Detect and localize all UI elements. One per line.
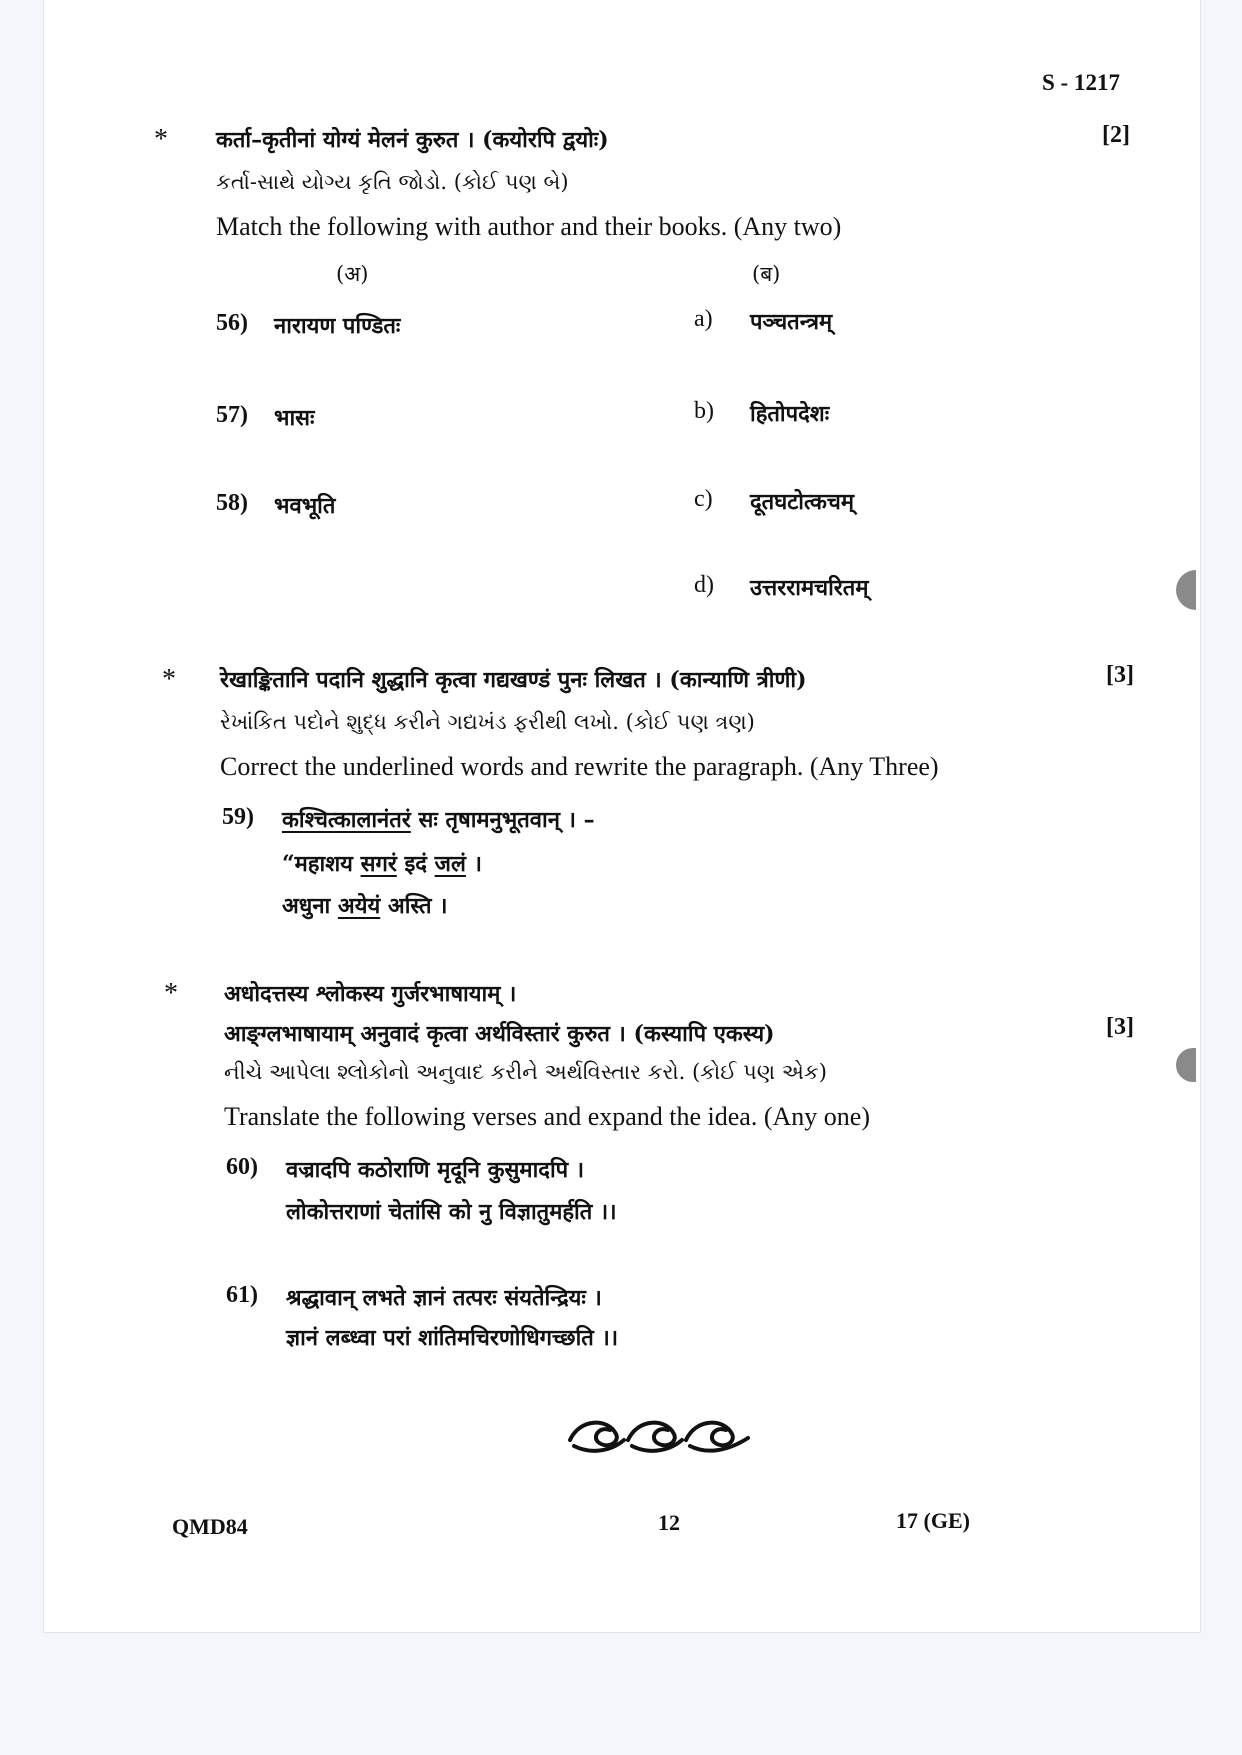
author-item: भवभूति (274, 493, 336, 519)
end-ornament-icon (564, 1410, 754, 1458)
underlined-word: अयेयं (337, 893, 381, 919)
page-number: 12 (658, 1510, 680, 1535)
question-number: 57) (216, 402, 248, 428)
verse-line: वज्रादपि कठोराणि मृदूनि कुसुमादपि । (286, 1157, 585, 1183)
book-option: हितोपदेशः (750, 401, 830, 427)
author-item: नारायण पण्डितः (274, 313, 401, 339)
instruction-sanskrit-line-1: अधोदत्तस्य श्लोकस्य गुर्जरभाषायाम् । (224, 981, 517, 1007)
underlined-word: सगरं (360, 851, 397, 877)
passage-text: । (465, 851, 482, 877)
passage-text: सः तृषामनुभूतवान् । – (410, 807, 595, 833)
footer-version: 17 (GE) (896, 1508, 970, 1533)
passage-text: अधुना (282, 893, 338, 919)
column-b-header: (ब) (752, 262, 781, 286)
book-option: उत्तररामचरितम् (750, 575, 869, 601)
question-number: 59) (222, 804, 254, 830)
passage-text: “महाशय (282, 851, 361, 877)
instruction-english: Translate the following verses and expand the idea. (Any one) (224, 1102, 870, 1131)
option-label: b) (694, 398, 714, 424)
marks-badge: [3] (1106, 1014, 1134, 1040)
passage-line-3 (282, 890, 448, 920)
question-number: 60) (226, 1154, 258, 1180)
book-option: पञ्चतन्त्रम् (750, 309, 833, 335)
instruction-sanskrit: कर्ता–कृतीनां योग्यं मेलनं कुरुत । (कयोरपि द्वयोः) (216, 127, 609, 153)
underlined-word: कश्चित्कालानंतरं (282, 807, 411, 833)
marks-badge: [2] (1102, 122, 1130, 148)
question-number: 56) (216, 310, 248, 336)
option-label: a) (694, 306, 713, 332)
verse-line: ज्ञानं लब्ध्वा परां शांतिमचिरणोधिगच्छति ।। (286, 1325, 619, 1351)
instruction-gujarati: નીચે આપેલા શ્લોકોનો અનુવાદ કરીને અર્થવિસ્તાર કરો. (કોઈ પણ એક) (224, 1060, 827, 1084)
instruction-sanskrit-line-2: आङ्ग्लभाषायाम् अनुवादं कृत्वा अर्थविस्तारं कुरुत । (कस्यापि एकस्य) (224, 1021, 775, 1047)
verse-line: लोकोत्तराणां चेतांसि को नु विज्ञातुमर्हति ।। (286, 1199, 617, 1225)
instruction-english: Correct the underlined words and rewrite the paragraph. (Any Three) (220, 752, 939, 781)
passage-text: अस्ति । (380, 893, 448, 919)
instruction-english: Match the following with author and their books. (Any two) (216, 212, 842, 241)
paper-code: S - 1217 (1042, 70, 1120, 95)
option-label: c) (694, 486, 713, 512)
question-star: * (154, 124, 168, 155)
passage-line-2 (282, 848, 482, 878)
instruction-gujarati: રેખાંકિત પદોને શુદ્ધ કરીને ગદ્યખંડ ફરીથી લખો. (કોઈ પણ ત્રણ) (220, 710, 755, 734)
passage-text: इदं (396, 851, 435, 877)
question-number: 61) (226, 1282, 258, 1308)
question-number: 58) (216, 490, 248, 516)
verse-line: श्रद्धावान् लभते ज्ञानं तत्परः संयतेन्द्रियः । (286, 1285, 602, 1311)
author-item: भासः (274, 405, 315, 431)
footer-code: QMD84 (172, 1514, 248, 1539)
question-star: * (162, 664, 176, 695)
instruction-gujarati: કર્તા-સાથે યોગ્ય કૃતિ જોડો. (કોઈ પણ બે) (216, 170, 569, 194)
option-label: d) (694, 572, 714, 598)
passage-line-1 (282, 804, 595, 834)
instruction-sanskrit: रेखाङ्कितानि पदानि शुद्धानि कृत्वा गद्यखण्डं पुनः लिखत । (कान्याणि त्रीणी) (220, 667, 807, 693)
book-option: दूतघटोत्कचम् (750, 489, 854, 515)
underlined-word: जलं (434, 851, 466, 877)
exam-page (44, 0, 1200, 1632)
column-a-header: (अ) (336, 262, 369, 286)
marks-badge: [3] (1106, 662, 1134, 688)
question-star: * (164, 978, 178, 1009)
